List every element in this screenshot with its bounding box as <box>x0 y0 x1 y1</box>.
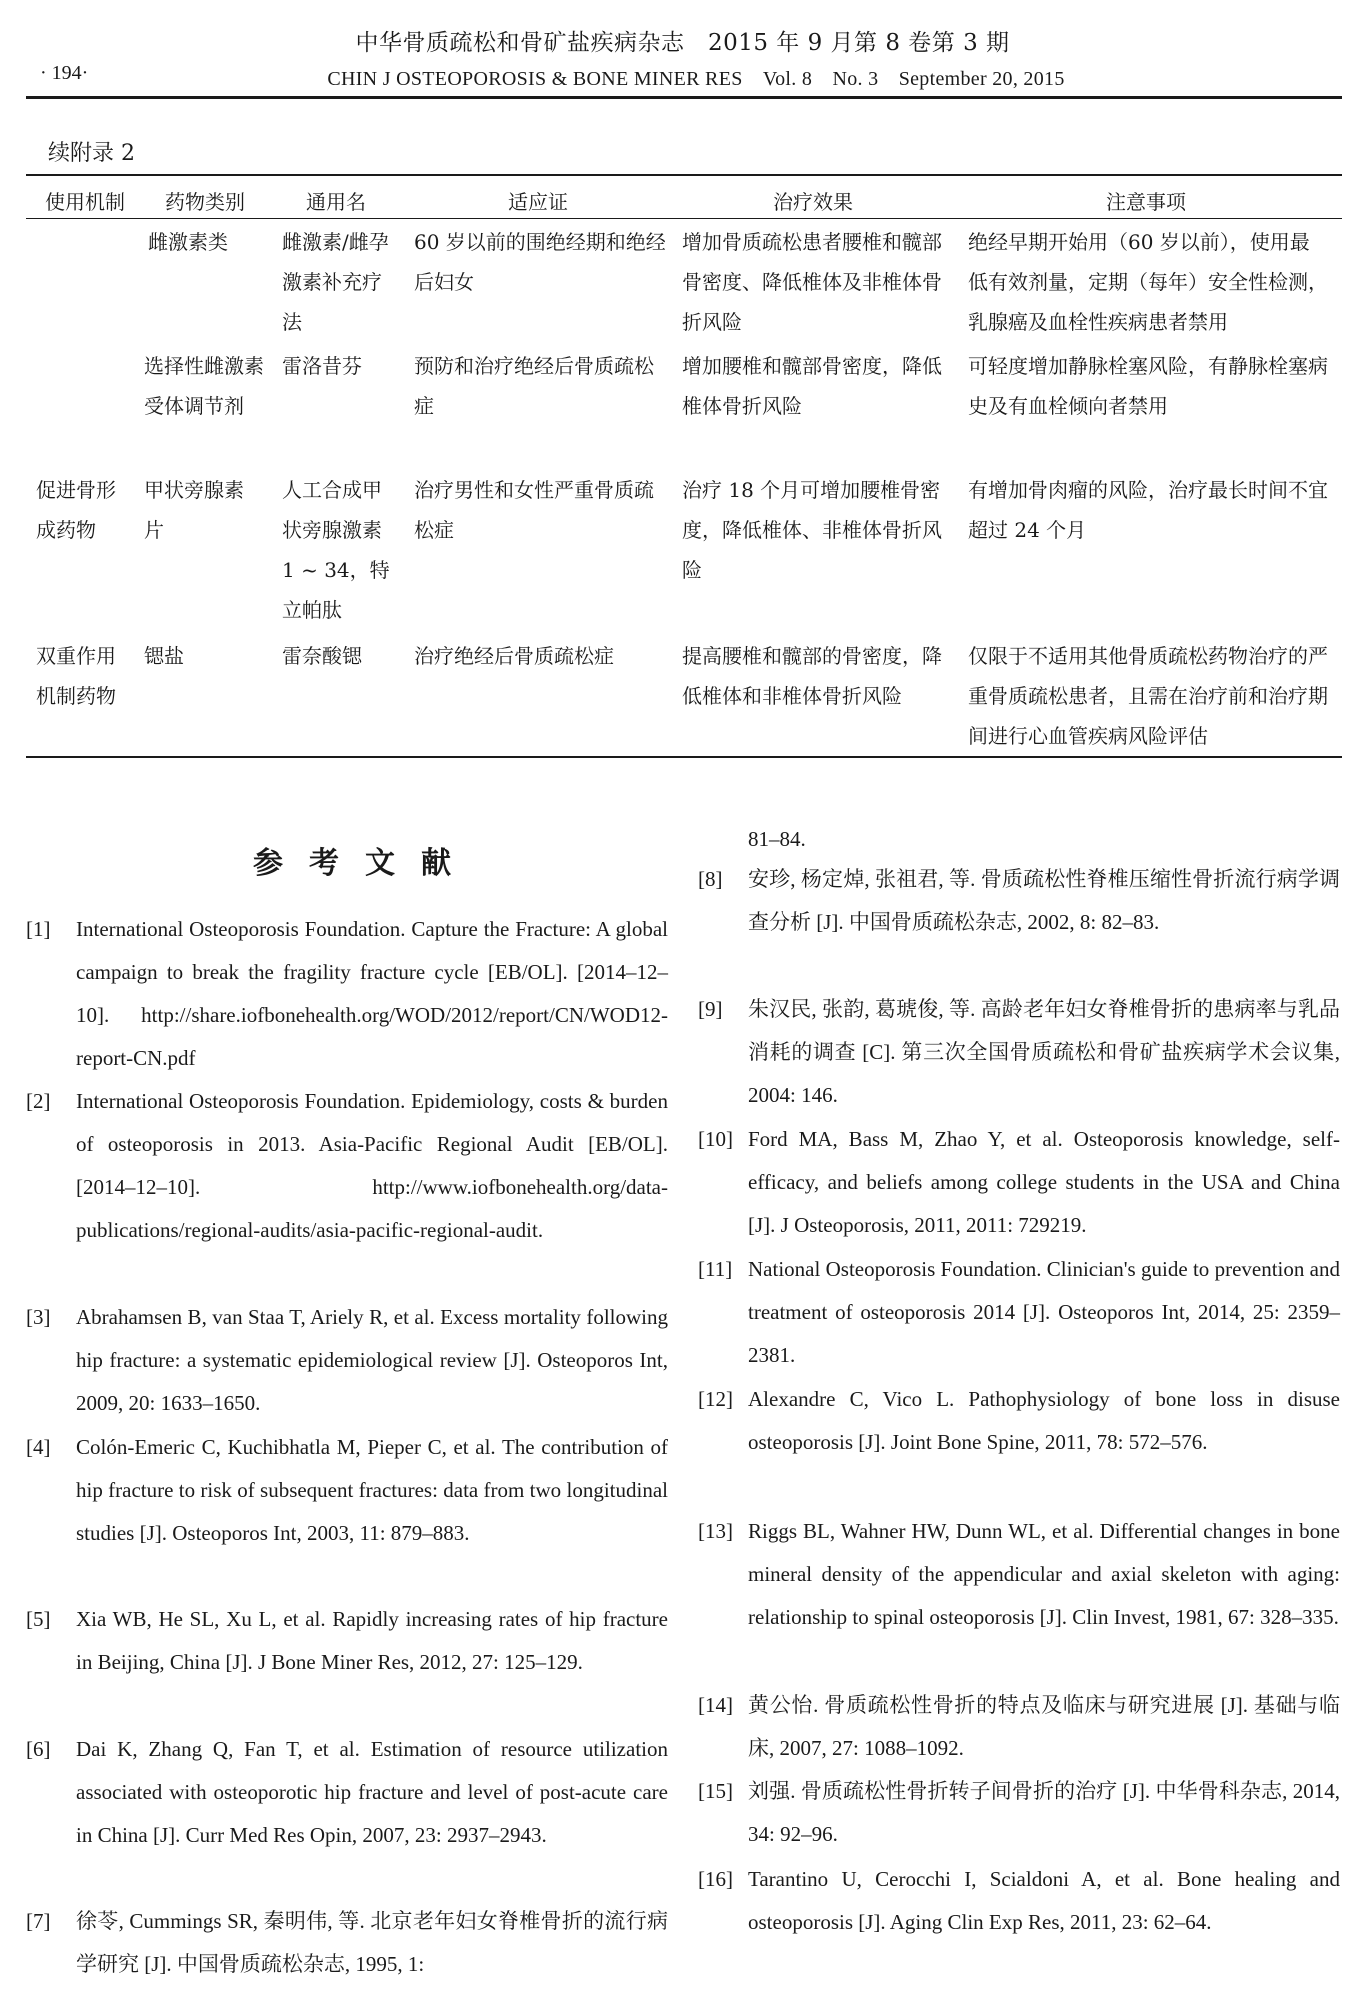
page-number: · 194· <box>40 62 89 84</box>
reference-number: [3] <box>26 1305 51 1329</box>
reference-text: International Osteoporosis Foundation. Epidemiology, costs & burden of osteoporosis in 2013. Asia-Pacific Regional Audit [EB/OL]. [2014–12–10]. http://www.iofbonehealth.org/data-publications/regional-audits/asia-pacific-regional-audit. <box>76 1089 668 1242</box>
reference-number: [7] <box>26 1909 51 1933</box>
reference-text: Colón-Emeric C, Kuchibhatla M, Pieper C, et al. The contribution of hip fracture to risk of subsequent fractures: data from two longitudinal studies [J]. Osteoporos Int, 2003, 11: 879–883. <box>76 1435 668 1545</box>
reference-item <box>698 1248 1340 1377</box>
table-cell-category: 选择性雌激素受体调节剂 <box>144 354 264 418</box>
reference-number: [8] <box>698 867 723 891</box>
table-header-indication: 适应证 <box>508 190 568 214</box>
reference-item <box>26 1080 668 1252</box>
table-cell-name: 雌激素/雌孕激素补充疗法 <box>282 230 389 334</box>
table-cell-notes: 绝经早期开始用（60 岁以前），使用最低有效剂量，定期（每年）安全性检测，乳腺癌及血栓性疾病患者禁用 <box>968 230 1328 334</box>
table-cell-notes: 有增加骨肉瘤的风险，治疗最长时间不宜超过 24 个月 <box>968 478 1328 542</box>
reference-text: Xia WB, He SL, Xu L, et al. Rapidly increasing rates of hip fracture in Beijing, China [J]. J Bone Miner Res, 2012, 27: 125–129. <box>76 1607 668 1674</box>
reference-text: Riggs BL, Wahner HW, Dunn WL, et al. Differential changes in bone mineral density of the appendicular and axial skeleton with aging: relationship to spinal osteoporosis [J]. Clin Invest, 1981, 67: 328–335. <box>748 1519 1340 1629</box>
table-header-mechanism: 使用机制 <box>45 190 125 214</box>
journal-title-cn: 中华骨质疏松和骨矿盐疾病杂志 2015 年 9 月第 8 卷第 3 期 <box>355 30 1010 56</box>
reference-item <box>698 1510 1340 1639</box>
reference-text: Dai K, Zhang Q, Fan T, et al. Estimation of resource utilization associated with osteoporotic hip fracture and level of post-acute care in China [J]. Curr Med Res Opin, 2007, 23: 2937–2943. <box>76 1737 668 1847</box>
reference-item <box>26 1728 668 1857</box>
reference-text: Abrahamsen B, van Staa T, Ariely R, et al. Excess mortality following hip fracture: a systematic epidemiological review [J]. Osteoporos Int, 2009, 20: 1633–1650. <box>76 1305 668 1415</box>
table-cell-indication: 治疗男性和女性严重骨质疏松症 <box>414 478 654 542</box>
table-bottom-rule <box>26 756 1342 758</box>
table-top-rule <box>26 174 1342 176</box>
table-cell-category: 甲状旁腺素片 <box>144 478 244 542</box>
header-rule <box>26 96 1342 99</box>
reference-text: 徐苓, Cummings SR, 秦明伟, 等. 北京老年妇女脊椎骨折的流行病学研究 [J]. 中国骨质疏松杂志, 1995, 1: <box>76 1909 668 1976</box>
reference-item <box>698 1684 1340 1770</box>
running-header <box>26 62 1346 92</box>
table-header-name: 通用名 <box>306 190 366 214</box>
reference-item <box>698 1858 1340 1944</box>
reference-text: International Osteoporosis Foundation. Capture the Fracture: A global campaign to break the fragility fracture cycle [EB/OL]. [2014–12–10]. http://share.iofbonehealth.org/WOD/2012/report/CN/WOD12-report-CN.pdf <box>76 917 668 1070</box>
table-cell-effect: 治疗 18 个月可增加腰椎骨密度，降低椎体、非椎体骨折风险 <box>682 478 942 582</box>
reference-number: [16] <box>698 1867 733 1891</box>
table-cell-notes: 仅限于不适用其他骨质疏松药物治疗的严重骨质疏松患者，且需在治疗前和治疗期间进行心血管疾病风险评估 <box>968 644 1328 748</box>
reference-number: [4] <box>26 1435 51 1459</box>
table-caption: 续附录 2 <box>48 141 135 166</box>
reference-item <box>698 988 1340 1117</box>
table-cell-mechanism: 促进骨形成药物 <box>36 478 116 542</box>
reference-number: [12] <box>698 1387 733 1411</box>
reference-item <box>26 1900 668 1986</box>
reference-text: 安珍, 杨定焯, 张祖君, 等. 骨质疏松性脊椎压缩性骨折流行病学调查分析 [J]. 中国骨质疏松杂志, 2002, 8: 82–83. <box>748 867 1340 934</box>
reference-text: Alexandre C, Vico L. Pathophysiology of bone loss in disuse osteoporosis [J]. Joint Bone Spine, 2011, 78: 572–576. <box>748 1387 1340 1454</box>
table-header-notes: 注意事项 <box>1106 190 1186 214</box>
reference-item <box>698 1118 1340 1247</box>
reference-text: 刘强. 骨质疏松性骨折转子间骨折的治疗 [J]. 中华骨科杂志, 2014, 34: 92–96. <box>748 1779 1340 1846</box>
reference-text: Tarantino U, Cerocchi I, Scialdoni A, et al. Bone healing and osteoporosis [J]. Aging Clin Exp Res, 2011, 23: 62–64. <box>748 1867 1340 1934</box>
table-cell-indication: 治疗绝经后骨质疏松症 <box>414 644 614 668</box>
table-cell-name: 雷洛昔芬 <box>282 354 362 378</box>
reference-item <box>26 1426 668 1555</box>
table-cell-effect: 提高腰椎和髋部的骨密度，降低椎体和非椎体骨折风险 <box>682 644 942 708</box>
reference-number: [13] <box>698 1519 733 1543</box>
table-cell-notes: 可轻度增加静脉栓塞风险，有静脉栓塞病史及有血栓倾向者禁用 <box>968 354 1328 418</box>
reference-item <box>26 1598 668 1684</box>
reference-number: [2] <box>26 1089 51 1113</box>
table-cell-effect: 增加骨质疏松患者腰椎和髋部骨密度、降低椎体及非椎体骨折风险 <box>682 230 942 334</box>
table-cell-indication: 预防和治疗绝经后骨质疏松症 <box>414 354 654 418</box>
table-header-rule <box>26 218 1342 219</box>
reference-item <box>698 1378 1340 1464</box>
table-cell-name: 雷奈酸锶 <box>282 644 362 668</box>
table-cell-category: 雌激素类 <box>148 230 228 254</box>
table-header-category: 药物类别 <box>165 190 245 214</box>
reference-text: 朱汉民, 张韵, 葛琥俊, 等. 高龄老年妇女脊椎骨折的患病率与乳品消耗的调查 [C]. 第三次全国骨质疏松和骨矿盐疾病学术会议集, 2004: 146. <box>748 997 1340 1107</box>
reference-item <box>26 1296 668 1425</box>
journal-title-en: CHIN J OSTEOPOROSIS & BONE MINER RES Vol. 8 No. 3 September 20, 2015 <box>327 68 1065 90</box>
table-cell-indication: 60 岁以前的围绝经期和绝经后妇女 <box>414 230 666 294</box>
reference-item <box>698 858 1340 944</box>
reference-number: [15] <box>698 1779 733 1803</box>
table-cell-category: 锶盐 <box>144 644 184 668</box>
reference-text: Ford MA, Bass M, Zhao Y, et al. Osteoporosis knowledge, self-efficacy, and beliefs among college students in the USA and China [J]. J Osteoporosis, 2011, 2011: 729219. <box>748 1127 1340 1237</box>
reference-text: National Osteoporosis Foundation. Clinician's guide to prevention and treatment of osteoporosis 2014 [J]. Osteoporos Int, 2014, 25: 2359–2381. <box>748 1257 1340 1367</box>
table-cell-mechanism: 双重作用机制药物 <box>36 644 116 708</box>
reference-number: [10] <box>698 1127 733 1151</box>
reference-number: [6] <box>26 1737 51 1761</box>
reference-number: [1] <box>26 917 51 941</box>
table-header-effect: 治疗效果 <box>773 190 853 214</box>
reference-number: [5] <box>26 1607 51 1631</box>
reference-number: [11] <box>698 1257 733 1281</box>
reference-continuation: 81–84. <box>748 827 806 851</box>
table-cell-name: 人工合成甲状旁腺激素 1 ~ 34，特立帕肽 <box>282 478 390 622</box>
reference-number: [14] <box>698 1693 733 1717</box>
references-heading: 参考文献 <box>253 846 477 881</box>
reference-item <box>26 908 668 1080</box>
table-cell-effect: 增加腰椎和髋部骨密度，降低椎体骨折风险 <box>682 354 942 418</box>
reference-item <box>698 1770 1340 1856</box>
reference-text: 黄公怡. 骨质疏松性骨折的特点及临床与研究进展 [J]. 基础与临床, 2007, 27: 1088–1092. <box>748 1693 1340 1760</box>
reference-number: [9] <box>698 997 723 1021</box>
